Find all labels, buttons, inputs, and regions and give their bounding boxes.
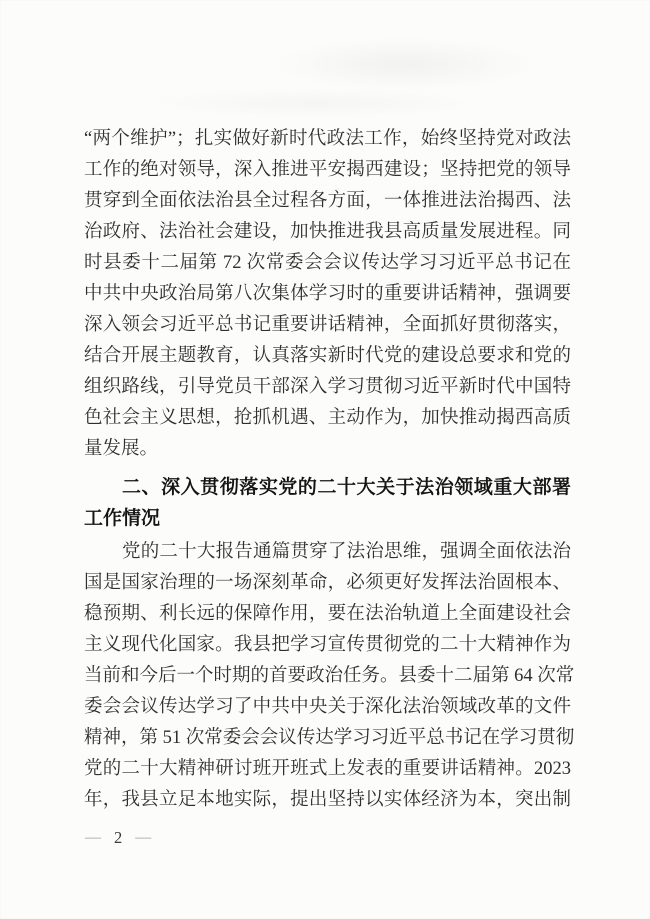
text-line: 中共中央政治局第八次集体学习时的重要讲话精神，强调要 [84, 284, 571, 304]
text-line: 年，我县立足本地实际，提出坚持以实体经济为本，突出制 [84, 790, 571, 810]
scan-smudge [270, 38, 540, 90]
section-heading [84, 472, 571, 534]
text-line: 贯穿到全面依法治县全过程各方面，一体推进法治揭西、法 [84, 191, 571, 211]
footer-dash-right: — [135, 829, 152, 846]
text-line: 国是国家治理的一场深刻革命，必须更好发挥法治固根本、 [84, 573, 571, 593]
paragraph-continuation [84, 124, 571, 465]
text-line: 党的二十大精神研讨班开班式上发表的重要讲话精神。2023 [84, 759, 571, 779]
text-line: 当前和今后一个时期的首要政治任务。县委十二届第 64 次常 [84, 666, 575, 686]
page-number: 2 [114, 828, 123, 847]
text-line: 二、深入贯彻落实党的二十大关于法治领域重大部署 [122, 477, 571, 498]
text-line: 精神，第 51 次常委会会议传达学习习近平总书记在学习贯彻 [84, 728, 575, 748]
scan-smudge [150, 90, 480, 116]
text-line: 时县委十二届第 72 次常委会会议传达学习习近平总书记在 [84, 253, 571, 273]
text-line: 稳预期、利长远的保障作用，要在法治轨道上全面建设社会 [84, 604, 571, 624]
text-line: 深入领会习近平总书记重要讲话精神，全面抓好贯彻落实， [84, 315, 571, 335]
paragraph-two [84, 537, 575, 816]
text-line: 主义现代化国家。我县把学习宣传贯彻党的二十大精神作为 [84, 635, 571, 655]
text-line: 工作情况 [84, 508, 161, 529]
text-line: 组织路线，引导党员干部深入学习贯彻习近平新时代中国特 [84, 377, 571, 397]
text-line: 色社会主义思想，抢抓机遇、主动作为，加快推动揭西高质 [84, 408, 571, 428]
text-block [84, 124, 575, 816]
text-line: 结合开展主题教育，认真落实新时代党的建设总要求和党的 [84, 346, 571, 366]
text-line: 工作的绝对领导，深入推进平安揭西建设；坚持把党的领导 [84, 160, 571, 180]
text-line: 党的二十大报告通篇贯穿了法治思维，强调全面依法治 [122, 542, 571, 562]
text-line: 量发展。 [84, 439, 159, 459]
footer-dash-left: — [85, 829, 101, 846]
page-footer [85, 828, 151, 848]
text-line: 治政府、法治社会建设，加快推进我县高质量发展进程。同 [84, 222, 571, 242]
text-line: 委会会议传达学习了中共中央关于深化法治领域改革的文件 [84, 697, 571, 717]
text-line: “两个维护”；扎实做好新时代政法工作，始终坚持党对政法 [84, 129, 571, 149]
